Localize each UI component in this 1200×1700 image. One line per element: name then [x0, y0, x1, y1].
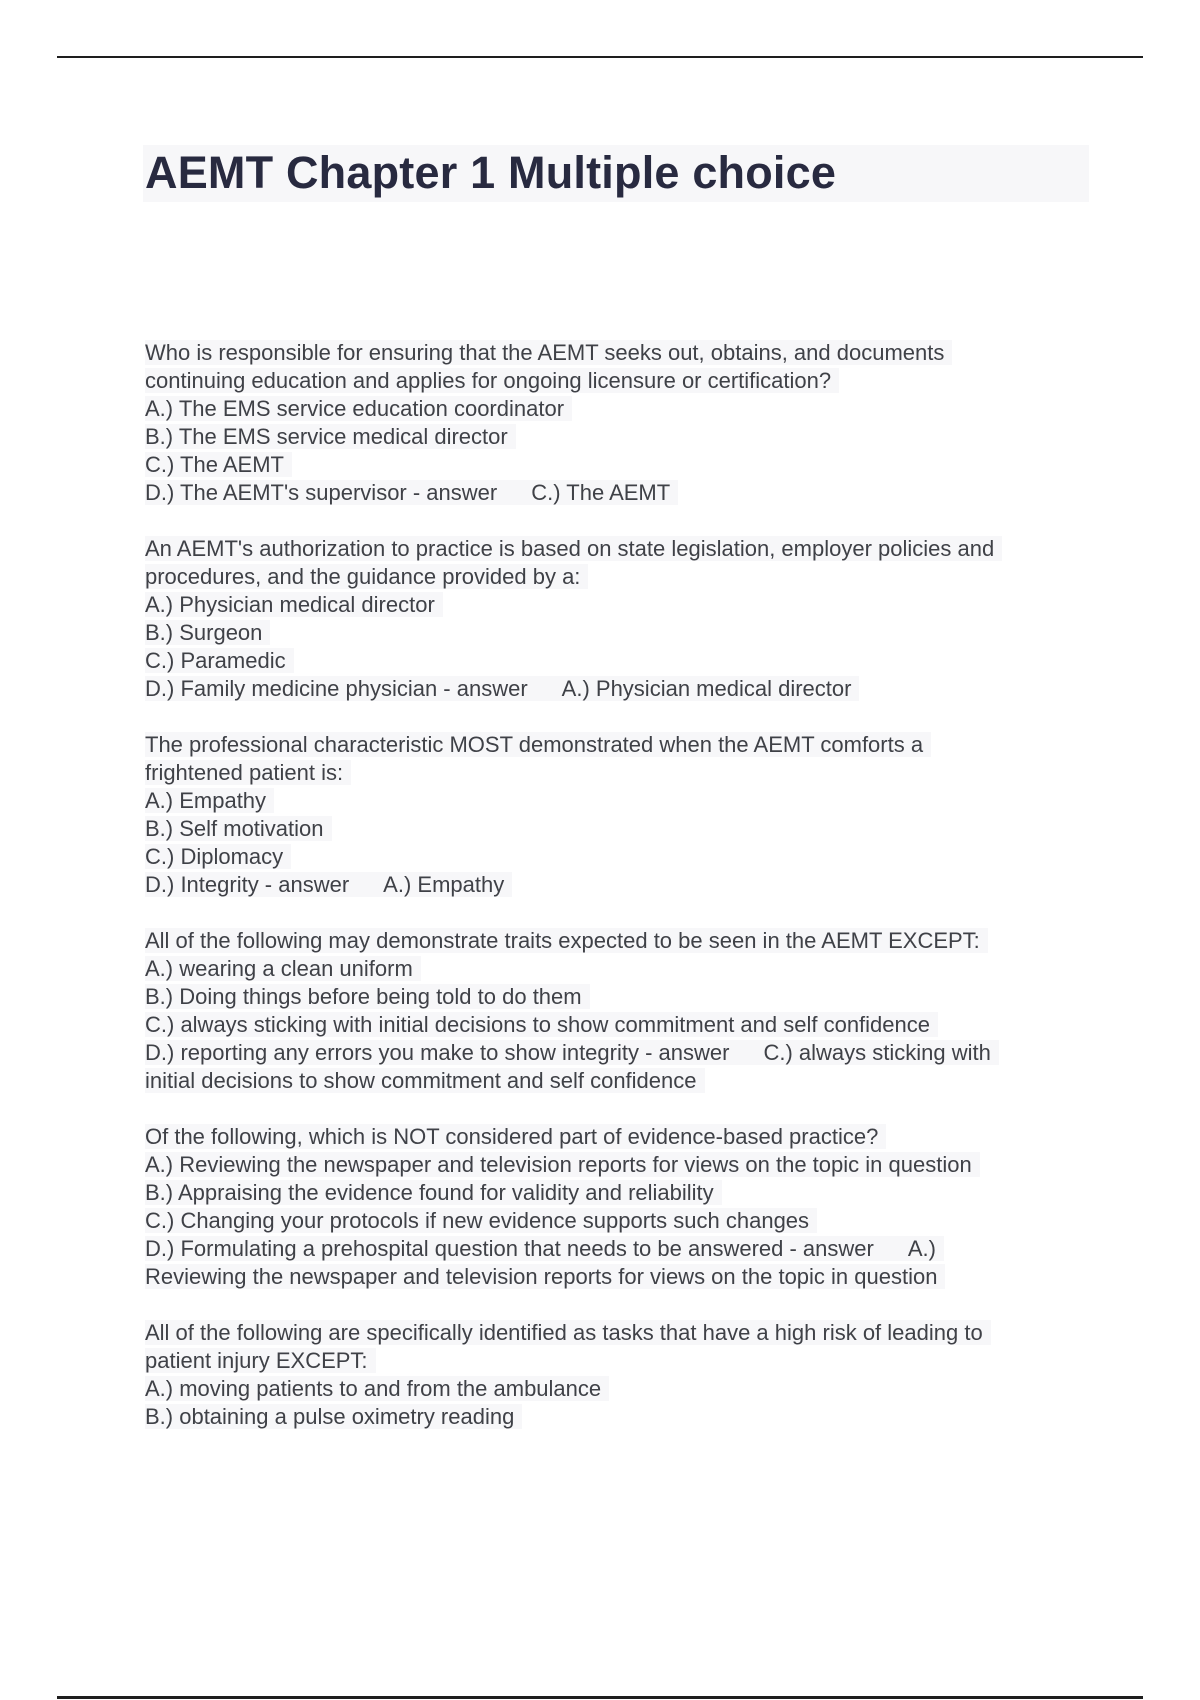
- question-block: [145, 1319, 1095, 1431]
- option-line: A.) wearing a clean uniform: [145, 955, 1095, 983]
- question-block: [145, 731, 1095, 899]
- bottom-rule: [57, 1696, 1143, 1699]
- question-block: [145, 1123, 1095, 1291]
- option-line: B.) Doing things before being told to do them: [145, 983, 1095, 1011]
- answer-line: [145, 675, 1095, 703]
- question-line: All of the following may demonstrate traits expected to be seen in the AEMT EXCEPT:: [145, 927, 1095, 955]
- option-line: B.) obtaining a pulse oximetry reading: [145, 1403, 1095, 1431]
- last-option: D.) Integrity - answer: [145, 872, 350, 897]
- answer-text: C.) always sticking with: [763, 1040, 991, 1065]
- option-line: B.) The EMS service medical director: [145, 423, 1095, 451]
- answer-text: C.) The AEMT: [531, 480, 671, 505]
- question-line: procedures, and the guidance provided by a:: [145, 563, 1095, 591]
- option-line: A.) Empathy: [145, 787, 1095, 815]
- answer-line: [145, 1235, 1095, 1263]
- option-line: C.) always sticking with initial decisions to show commitment and self confidence: [145, 1011, 1095, 1039]
- question-line: patient injury EXCEPT:: [145, 1347, 1095, 1375]
- question-line: The professional characteristic MOST demonstrated when the AEMT comforts a: [145, 731, 1095, 759]
- question-line: All of the following are specifically identified as tasks that have a high risk of leading to: [145, 1319, 1095, 1347]
- question-line: An AEMT's authorization to practice is based on state legislation, employer policies and: [145, 535, 1095, 563]
- question-line: frightened patient is:: [145, 759, 1095, 787]
- answer-continuation: initial decisions to show commitment and self confidence: [145, 1067, 1095, 1095]
- answer-text: A.) Physician medical director: [561, 676, 852, 701]
- question-line: Who is responsible for ensuring that the AEMT seeks out, obtains, and documents: [145, 339, 1095, 367]
- last-option: D.) The AEMT's supervisor - answer: [145, 480, 498, 505]
- last-option: D.) Family medicine physician - answer: [145, 676, 528, 701]
- option-line: A.) Reviewing the newspaper and television reports for views on the topic in question: [145, 1151, 1095, 1179]
- option-line: C.) Diplomacy: [145, 843, 1095, 871]
- question-line: Of the following, which is NOT considered part of evidence-based practice?: [145, 1123, 1095, 1151]
- question-block: [145, 927, 1095, 1095]
- last-option: D.) reporting any errors you make to show integrity - answer: [145, 1040, 730, 1065]
- option-line: B.) Self motivation: [145, 815, 1095, 843]
- last-option: D.) Formulating a prehospital question that needs to be answered - answer: [145, 1236, 874, 1261]
- option-line: C.) Paramedic: [145, 647, 1095, 675]
- option-line: B.) Appraising the evidence found for validity and reliability: [145, 1179, 1095, 1207]
- answer-line: [145, 479, 1095, 507]
- option-line: C.) The AEMT: [145, 451, 1095, 479]
- option-line: A.) The EMS service education coordinator: [145, 395, 1095, 423]
- option-line: A.) Physician medical director: [145, 591, 1095, 619]
- top-rule: [57, 56, 1143, 58]
- question-block: [145, 339, 1095, 507]
- answer-line: [145, 1039, 1095, 1067]
- answer-continuation: Reviewing the newspaper and television reports for views on the topic in question: [145, 1263, 1095, 1291]
- answer-line: [145, 871, 1095, 899]
- answer-text: A.) Empathy: [383, 872, 505, 897]
- option-line: A.) moving patients to and from the ambulance: [145, 1375, 1095, 1403]
- answer-text: A.): [907, 1236, 936, 1261]
- option-line: B.) Surgeon: [145, 619, 1095, 647]
- question-block: [145, 535, 1095, 703]
- option-line: C.) Changing your protocols if new evidence supports such changes: [145, 1207, 1095, 1235]
- question-list: [145, 339, 1095, 1459]
- page-title: AEMT Chapter 1 Multiple choice: [145, 147, 837, 198]
- question-line: continuing education and applies for ongoing licensure or certification?: [145, 367, 1095, 395]
